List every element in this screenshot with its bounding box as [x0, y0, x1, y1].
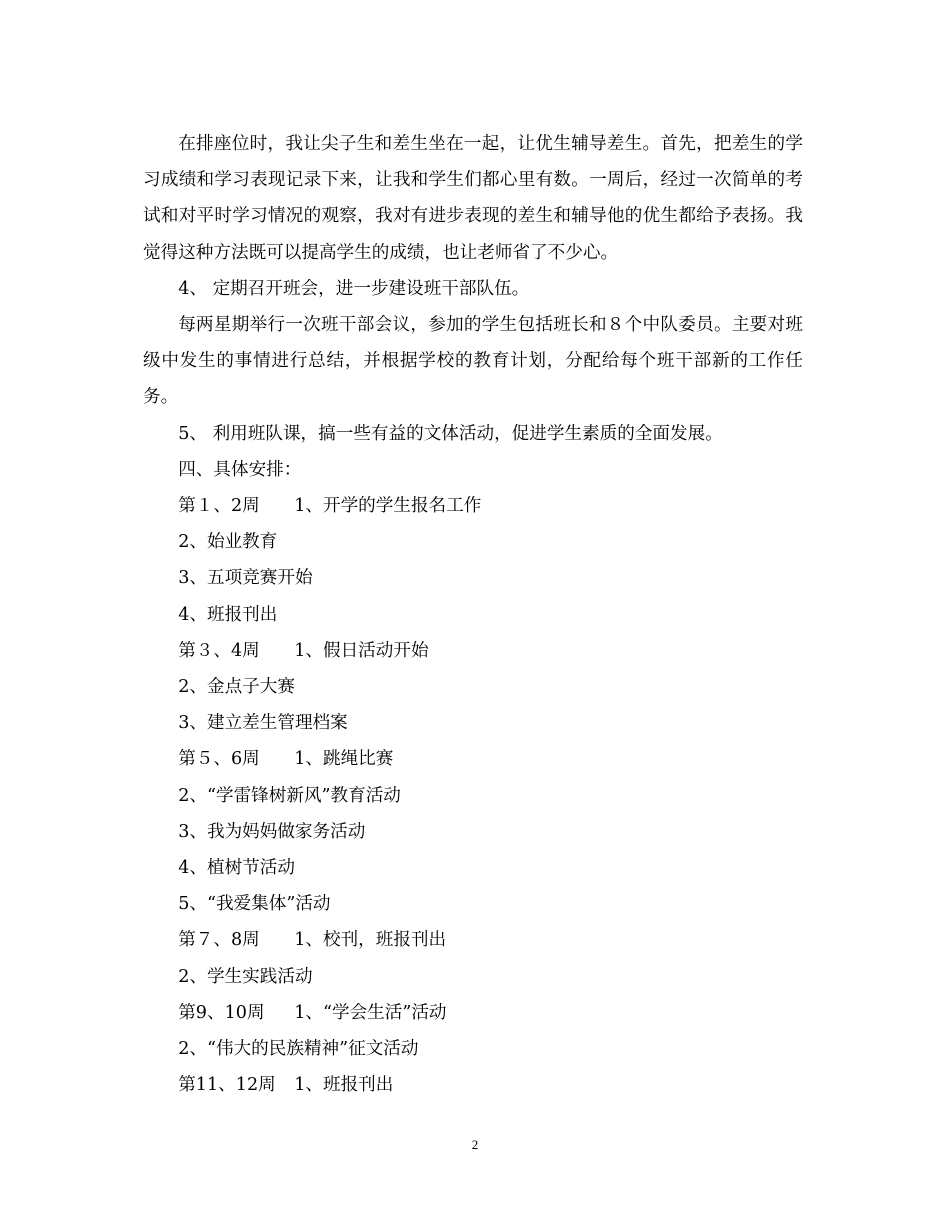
- paragraph-item-4: 4、 定期召开班会，进一步建设班干部队伍。: [178, 278, 530, 299]
- schedule-item: 3、建立差生管理档案: [178, 713, 348, 734]
- schedule-week-line: [143, 1067, 803, 1103]
- schedule-week-line: [143, 922, 803, 958]
- schedule-item: 2、“伟大的民族精神”征文活动: [178, 1039, 419, 1060]
- schedule-item: 1、跳绳比赛: [294, 749, 394, 770]
- document-body: [143, 126, 803, 1103]
- schedule-item: 2、学生实践活动: [178, 966, 313, 987]
- schedule-item: 3、我为妈妈做家务活动: [178, 821, 366, 842]
- week-label: 第9、10周: [178, 1002, 265, 1023]
- schedule-item: 1、班报刊出: [294, 1075, 394, 1096]
- schedule-item: 1、开学的学生报名工作: [294, 496, 482, 517]
- paragraph-item-5: 5、 利用班队课，搞一些有益的文体活动，促进学生素质的全面发展。: [178, 423, 723, 444]
- schedule-week-line: [143, 995, 803, 1031]
- week-label: 第１、2周: [178, 496, 260, 517]
- schedule-item: 4、班报刊出: [178, 604, 278, 625]
- week-label: 第７、8周: [178, 930, 260, 951]
- paragraph-seating: 在排座位时，我让尖子生和差生坐在一起，让优生辅导差生。首先，把差生的学习成绩和学习表现记录下来，让我和学生们都心里有数。一周后，经过一次简单的考试和对平时学习情况的观察，我对有进步表现的差生和辅导他的优生都给予表扬。我觉得这种方法既可以提高学生的成绩，也让老师省了不少心。: [143, 134, 803, 263]
- schedule-week-line: [143, 741, 803, 777]
- week-label: 第５、6周: [178, 749, 260, 770]
- schedule-week-line: [143, 633, 803, 669]
- schedule-item: 3、五项竞赛开始: [178, 568, 313, 589]
- schedule-item: 4、植树节活动: [178, 858, 295, 879]
- schedule-item: 2、始业教育: [178, 532, 278, 553]
- paragraph-class-meeting: 每两星期举行一次班干部会议，参加的学生包括班长和８个中队委员。主要对班级中发生的事情进行总结，并根据学校的教育计划，分配给每个班干部新的工作任务。: [143, 315, 803, 408]
- schedule-list: [143, 488, 803, 1103]
- week-label: 第11、12周: [178, 1075, 276, 1096]
- schedule-item: 1、校刊，班报刊出: [294, 930, 447, 951]
- page-number: 2: [471, 1137, 479, 1152]
- schedule-item: 2、金点子大赛: [178, 677, 295, 698]
- schedule-item: 5、“我爱集体”活动: [178, 894, 331, 915]
- week-label: 第３、4周: [178, 640, 260, 661]
- schedule-item: 1、假日活动开始: [294, 640, 429, 661]
- schedule-week-line: [143, 488, 803, 524]
- schedule-item: 1、“学会生活”活动: [294, 1002, 447, 1023]
- schedule-item: 2、“学雷锋树新风”教育活动: [178, 785, 401, 806]
- section-heading: 四、具体安排：: [178, 459, 302, 480]
